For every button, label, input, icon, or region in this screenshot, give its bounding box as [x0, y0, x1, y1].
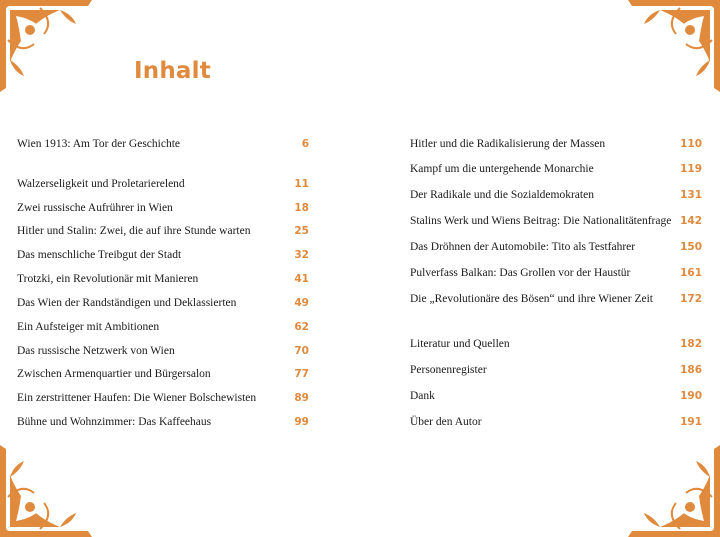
toc-entry-page: 70	[294, 345, 309, 357]
toc-entry-title: Zwei russische Aufrührer in Wien	[17, 202, 173, 214]
toc-entry-title: Ein zerstrittener Haufen: Die Wiener Bolschewisten	[17, 392, 257, 404]
toc-entry[interactable]	[17, 343, 309, 359]
toc-entry[interactable]	[17, 414, 309, 430]
toc-entry-page: 186	[680, 364, 702, 376]
toc-entry-page: 99	[294, 416, 309, 428]
toc-entry-title: Stalins Werk und Wiens Beitrag: Die Nationalitätenfrage	[410, 215, 672, 227]
toc-entry[interactable]	[17, 136, 309, 152]
toc-entry[interactable]	[410, 187, 702, 203]
toc-entry-title: Ein Aufsteiger mit Ambitionen	[17, 321, 160, 333]
toc-entry-title: Zwischen Armenquartier und Bürgersalon	[17, 368, 211, 380]
toc-entry-page: 142	[680, 215, 702, 227]
toc-entry-title: Die „Revolutionäre des Bösen“ und ihre Wiener Zeit	[410, 293, 653, 305]
toc-entry-page: 150	[680, 241, 702, 253]
ornament-icon	[0, 445, 92, 537]
toc-entry-page: 191	[680, 416, 702, 428]
toc-entry-title: Literatur und Quellen	[410, 338, 510, 350]
toc-entry[interactable]	[410, 362, 702, 378]
toc-entry[interactable]	[410, 136, 702, 152]
toc-entry-title: Über den Autor	[410, 416, 482, 428]
toc-entry-page: 131	[680, 189, 702, 201]
toc-entry-page: 77	[294, 368, 309, 380]
toc-entry-title: Das Dröhnen der Automobile: Tito als Testfahrer	[410, 241, 636, 253]
toc-entry-page: 49	[294, 297, 309, 309]
toc-entry-title: Das Wien der Randständigen und Deklassierten	[17, 297, 237, 309]
ornament-icon	[628, 445, 720, 537]
toc-entry-page: 11	[294, 178, 309, 190]
toc-entry[interactable]	[17, 176, 309, 192]
toc-entry[interactable]	[17, 295, 309, 311]
toc-entry-page: 32	[294, 249, 309, 261]
toc-entry-page: 110	[680, 138, 702, 150]
toc-entry-title: Bühne und Wohnzimmer: Das Kaffeehaus	[17, 416, 212, 428]
toc-entry-title: Trotzki, ein Revolutionär mit Manieren	[17, 273, 199, 285]
toc-entry-title: Der Radikale und die Sozialdemokraten	[410, 189, 594, 201]
toc-entry-title: Das russische Netzwerk von Wien	[17, 345, 175, 357]
toc-entry-page: 119	[680, 163, 702, 175]
toc-entry[interactable]	[410, 388, 702, 404]
toc-entry[interactable]	[410, 239, 702, 255]
toc-entry-title: Hitler und Stalin: Zwei, die auf ihre Stunde warten	[17, 225, 251, 237]
toc-entry-page: 25	[294, 225, 309, 237]
toc-entry[interactable]	[410, 265, 702, 281]
page-title: Inhalt	[134, 58, 211, 84]
corner-ornament-top-right	[628, 0, 720, 92]
ornament-icon	[628, 0, 720, 92]
toc-entry-page: 18	[294, 202, 309, 214]
toc-entry[interactable]	[410, 213, 702, 229]
toc-entry[interactable]	[17, 390, 309, 406]
ornament-icon	[0, 0, 92, 92]
toc-entry-page: 6	[301, 138, 309, 150]
toc-entry-title: Pulverfass Balkan: Das Grollen vor der Haustür	[410, 267, 631, 279]
corner-ornament-top-left	[0, 0, 92, 92]
toc-entry[interactable]	[17, 271, 309, 287]
toc-entry-title: Dank	[410, 390, 435, 402]
toc-entry[interactable]	[410, 414, 702, 430]
toc-entry[interactable]	[410, 161, 702, 177]
toc-entry-page: 89	[294, 392, 309, 404]
toc-entry-title: Hitler und die Radikalisierung der Massen	[410, 138, 606, 150]
toc-entry-page: 161	[680, 267, 702, 279]
toc-entry-title: Das menschliche Treibgut der Stadt	[17, 249, 182, 261]
toc-entry[interactable]	[17, 247, 309, 263]
toc-entry-page: 62	[294, 321, 309, 333]
toc-entry[interactable]	[17, 200, 309, 216]
toc-entry-page: 172	[680, 293, 702, 305]
toc-entry-title: Personenregister	[410, 364, 487, 376]
toc-entry[interactable]	[17, 366, 309, 382]
toc-entry[interactable]	[17, 319, 309, 335]
toc-entry[interactable]	[410, 336, 702, 352]
toc-entry-title: Kampf um die untergehende Monarchie	[410, 163, 594, 175]
corner-ornament-bottom-left	[0, 445, 92, 537]
toc-entry-page: 190	[680, 390, 702, 402]
corner-ornament-bottom-right	[628, 445, 720, 537]
toc-entry-title: Wien 1913: Am Tor der Geschichte	[17, 138, 180, 150]
toc-entry-page: 182	[680, 338, 702, 350]
toc-entry[interactable]	[17, 223, 309, 239]
toc-entry[interactable]	[410, 291, 702, 307]
toc-entry-title: Walzerseligkeit und Proletarierelend	[17, 178, 185, 190]
toc-entry-page: 41	[294, 273, 309, 285]
